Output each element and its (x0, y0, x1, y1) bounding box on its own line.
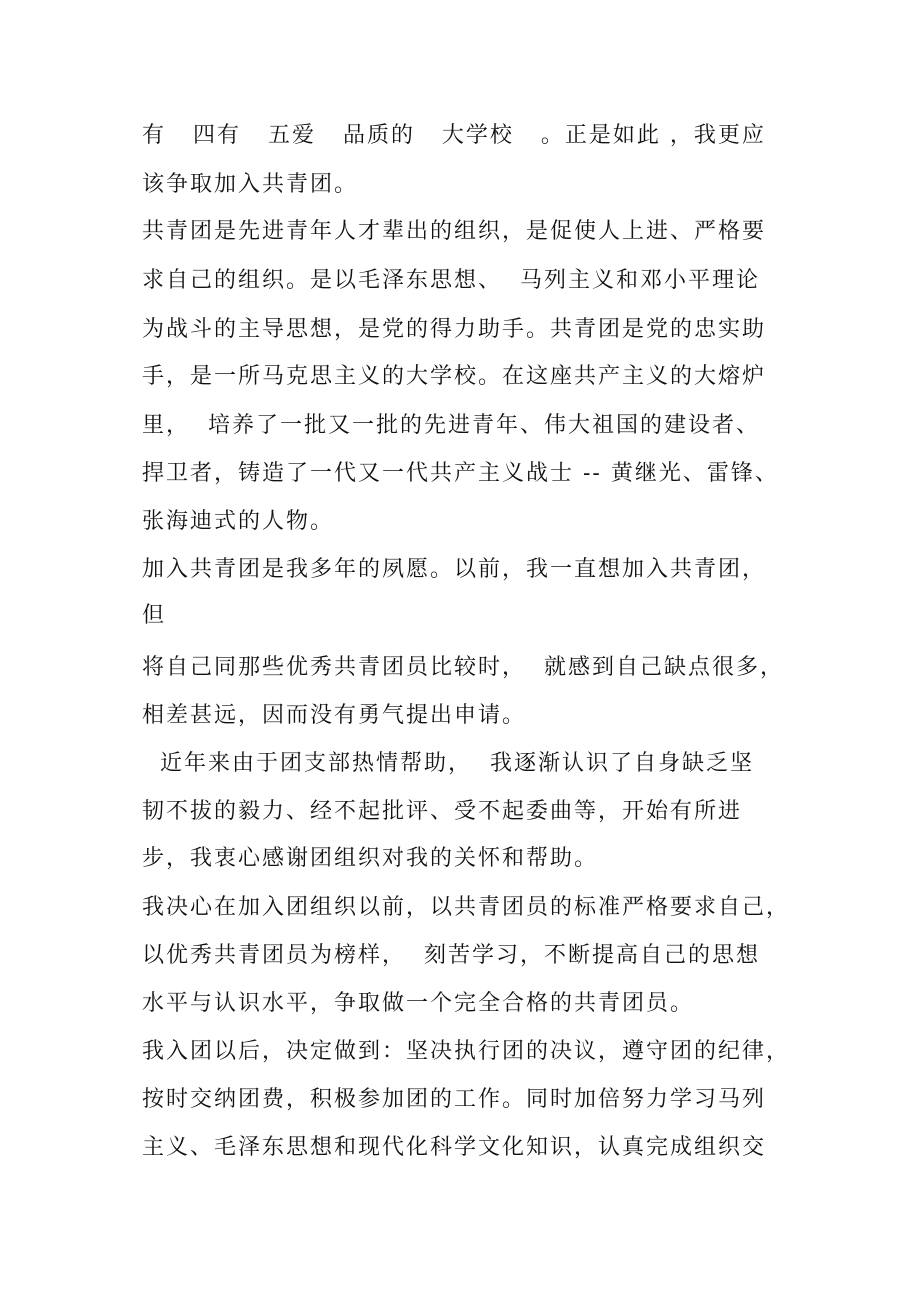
text-line: 以优秀共青团员为榜样， 刻苦学习，不断提高自己的思想 (142, 943, 760, 968)
text-line: 张海迪式的人物。 (142, 509, 335, 534)
text-line: 步，我衷心感谢团组织对我的关怀和帮助。 (142, 846, 599, 871)
text-line: 求自己的组织。是以毛泽东思想、 马列主义和邓小平理论 (142, 268, 760, 293)
text-line: 该争取加入共青团。 (142, 172, 359, 197)
text-line: 相差甚远，因而没有勇气提出申请。 (142, 703, 527, 728)
text-line: 手，是一所马克思主义的大学校。在这座共产主义的大熔炉 (142, 364, 767, 389)
text-line: 共青团是先进青年人才辈出的组织，是促使人上进、严格要 (142, 219, 767, 244)
text-line: 韧不拔的毅力、经不起批评、受不起委曲等，开始有所进 (142, 799, 743, 824)
text-line: 加入共青团是我多年的夙愿。以前，我一直想加入共青团， (142, 557, 767, 582)
text-line: 我入团以后，决定做到：坚决执行团的决议，遵守团的纪律， (142, 1039, 791, 1064)
text-line: 我决心在加入团组织以前，以共青团员的标准严格要求自己， (142, 895, 791, 920)
text-line: 按时交纳团费，积极参加团的工作。同时加倍努力学习马列 (142, 1087, 767, 1112)
text-line: 里， 培养了一批又一批的先进青年、伟大祖国的建设者、 (142, 413, 760, 438)
text-line: 有 四有 五爱 品质的 大学校 。正是如此 ，我更应 (142, 123, 766, 148)
text-line: 近年来由于团支部热情帮助， 我逐渐认识了自身缺乏坚 (142, 751, 754, 776)
text-line: 主义、毛泽东思想和现代化科学文化知识，认真完成组织交 (142, 1135, 767, 1160)
text-line: 为战斗的主导思想，是党的得力助手。共青团是党的忠实助 (142, 317, 767, 342)
text-line: 但 (142, 603, 167, 628)
text-line: 将自己同那些优秀共青团员比较时， 就感到自己缺点很多， (142, 655, 784, 680)
text-line: 水平与认识水平，争取做一个完全合格的共青团员。 (142, 991, 695, 1016)
text-line: 捍卫者，铸造了一代又一代共产主义战士 -- 黄继光、雷锋、 (142, 461, 779, 486)
